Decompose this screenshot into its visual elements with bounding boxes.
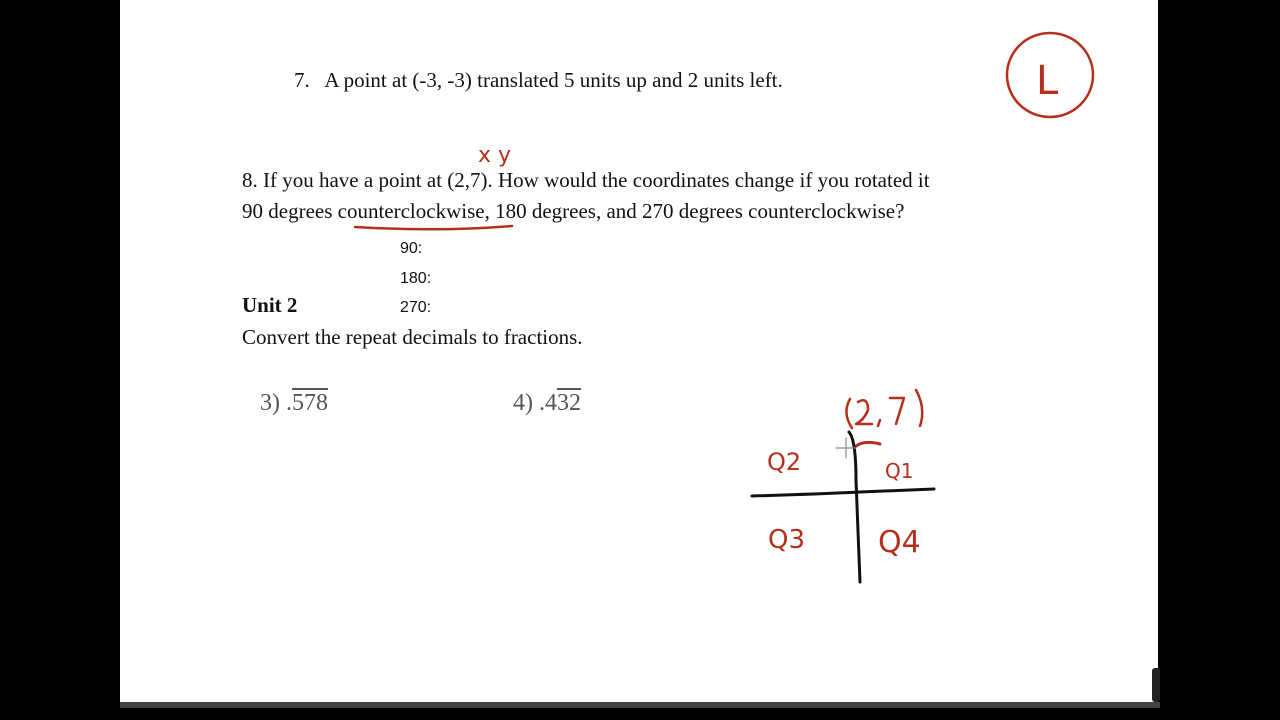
document-page [120, 0, 1158, 702]
problem-3: 3) .578 [260, 390, 328, 416]
question-8-line2: 90 degrees counterclockwise, 180 degrees, and 270 degrees counterclockwise? [242, 199, 905, 223]
question-8-line1: 8. If you have a point at (2,7). How would the coordinates change if you rotated it [242, 168, 930, 192]
underline-annotation [355, 226, 512, 229]
question-7: 7. A point at (-3, -3) translated 5 units up and 2 units left. [294, 68, 783, 92]
point-label [846, 390, 922, 428]
problem-4: 4) .432 [513, 390, 581, 416]
unit-title: Unit 2 [242, 293, 298, 317]
answer-270: 270: [400, 299, 432, 316]
scrollbar[interactable] [1152, 668, 1160, 702]
handwriting-layer [120, 0, 1158, 702]
answer-90: 90: [400, 240, 423, 257]
quadrant-label: Q3 [768, 525, 806, 555]
quadrant-label: Q1 [885, 459, 914, 483]
quadrant-label: Q2 [767, 448, 802, 476]
point-arrow [856, 442, 880, 446]
bottom-bar [120, 702, 1160, 708]
quadrant-label: Q4 [878, 525, 921, 560]
xy-label: x y [478, 143, 512, 168]
unit-instruction: Convert the repeat decimals to fractions. [242, 325, 583, 349]
answer-180: 180: [400, 270, 432, 287]
circled-letter: L [1036, 58, 1059, 104]
